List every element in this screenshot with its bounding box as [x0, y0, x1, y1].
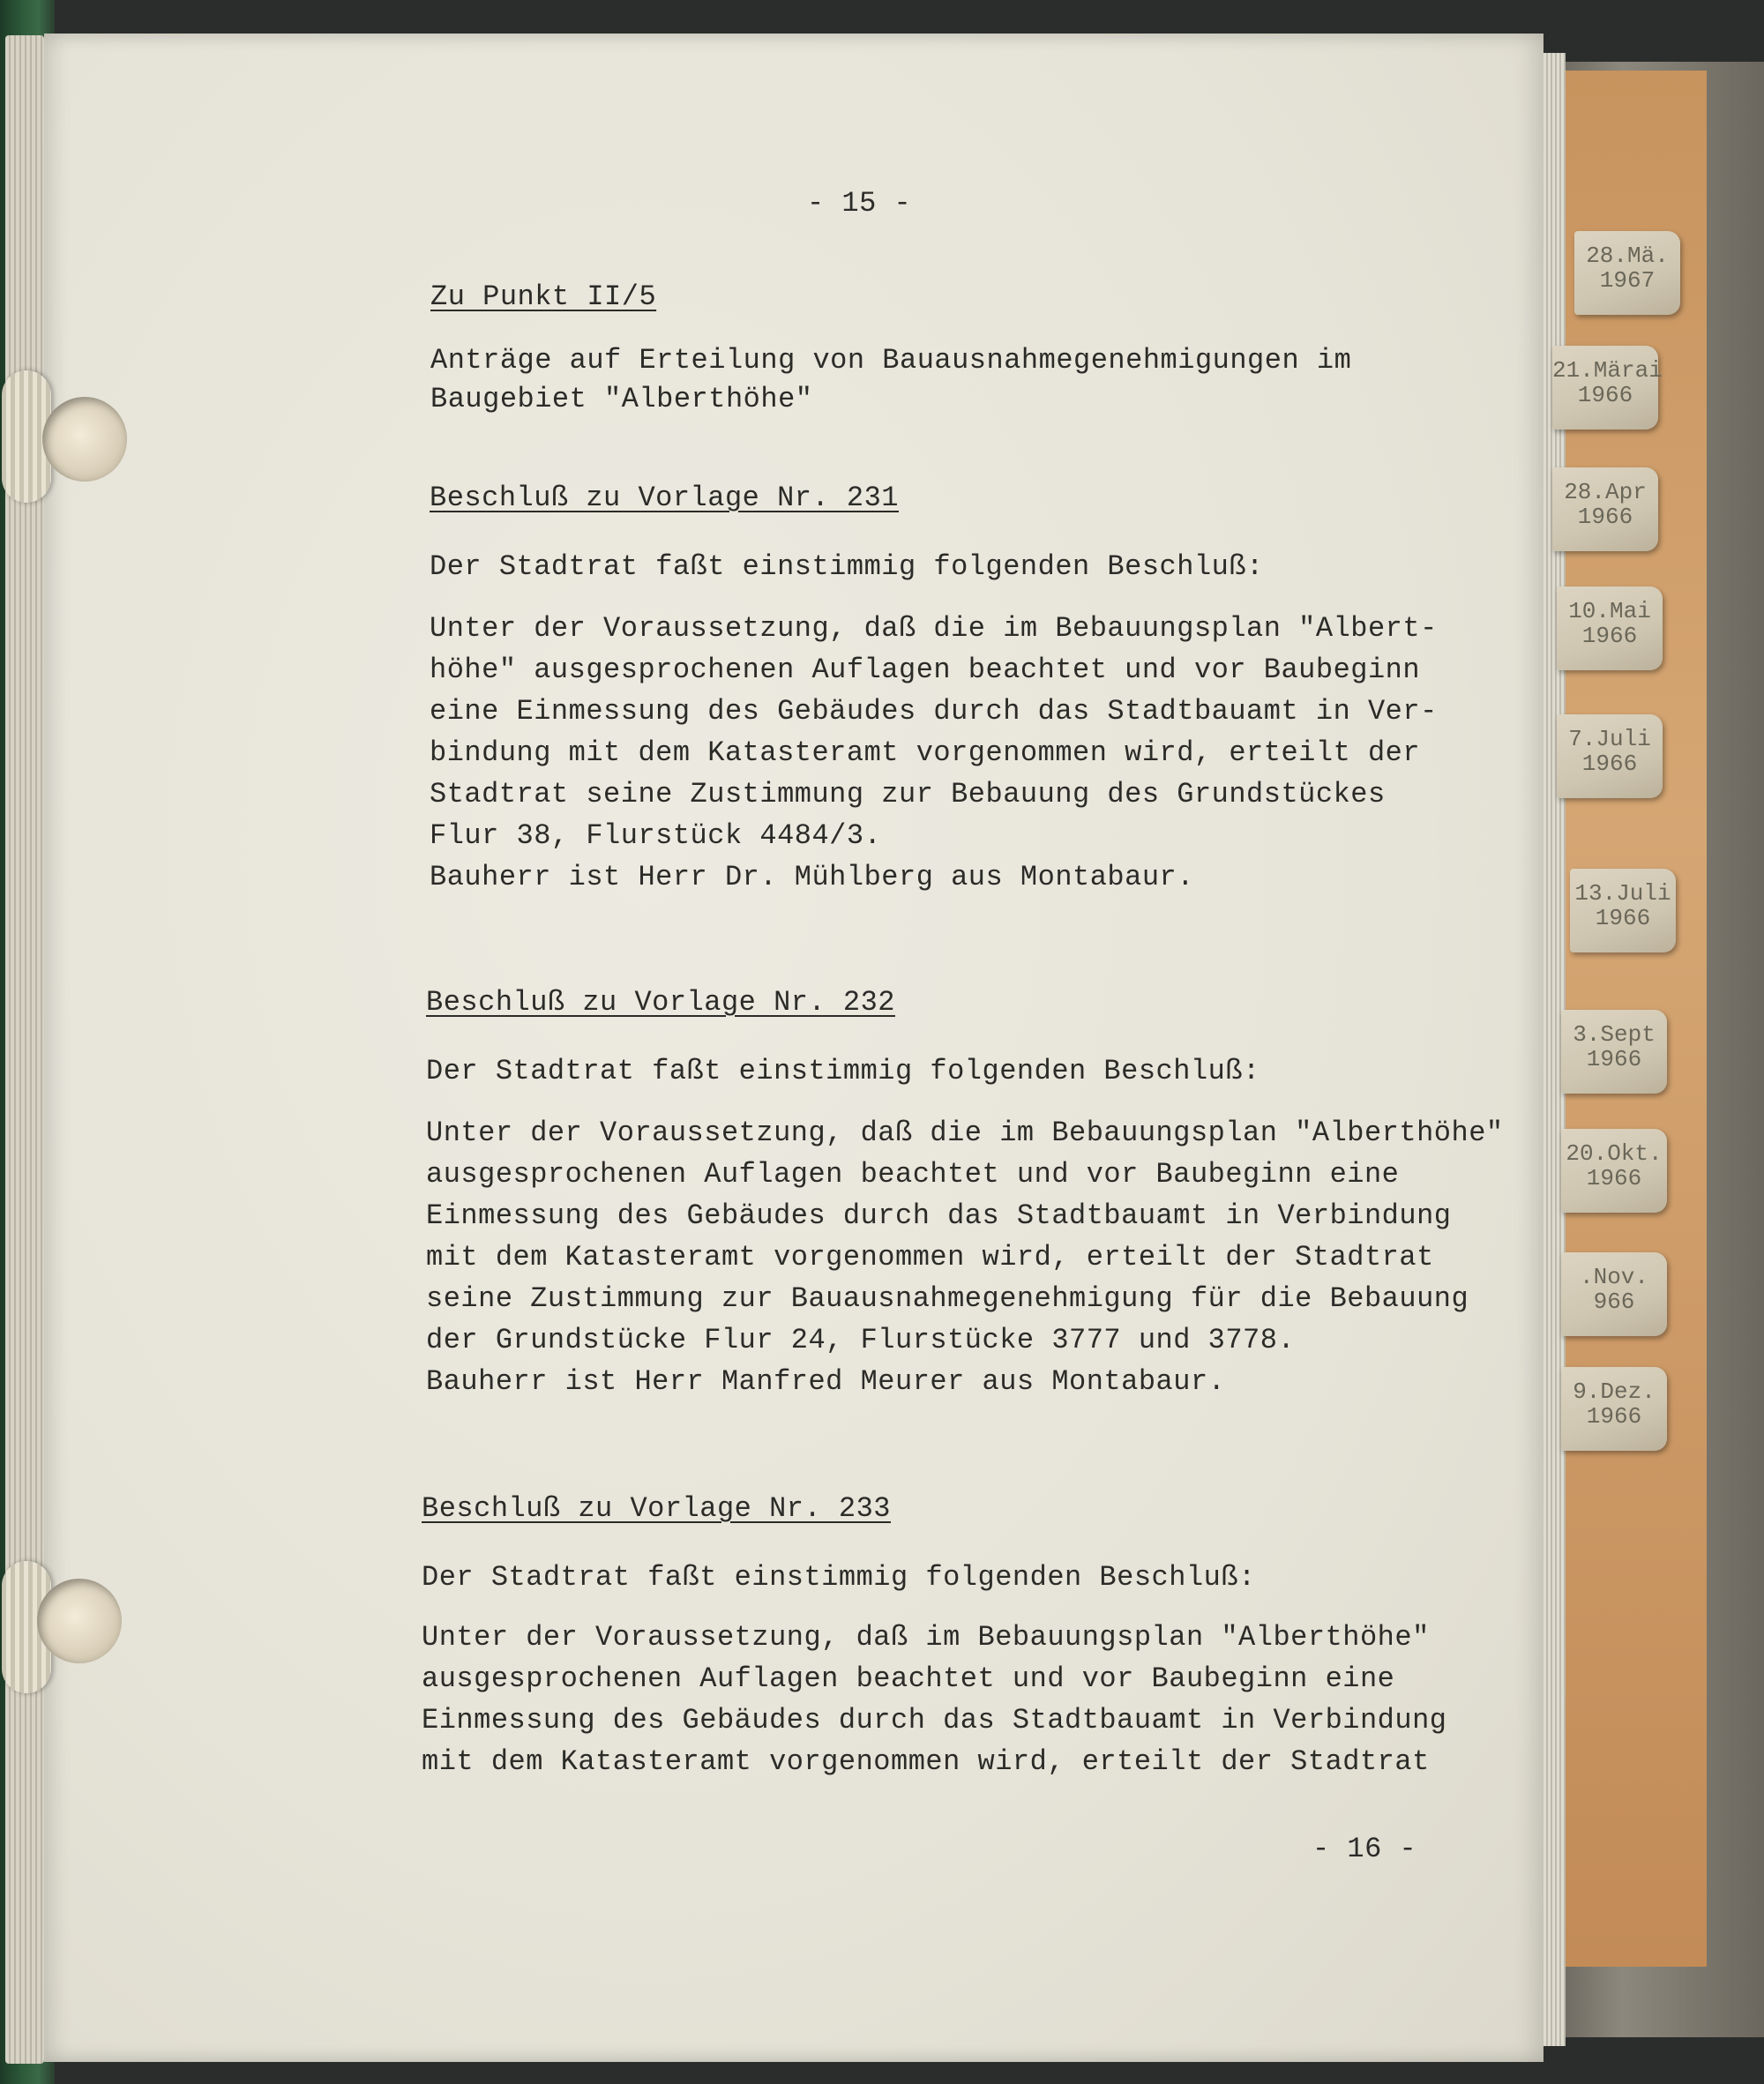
- punch-hole-top: [42, 397, 127, 482]
- tab-year: 1966: [1586, 1046, 1642, 1072]
- tab-year: 1966: [1586, 1403, 1642, 1430]
- resolution-line: Unter der Voraussetzung, daß die im Bebauungsplan "Alberthöhe": [426, 1117, 1504, 1149]
- tab-year: 1966: [1577, 504, 1633, 530]
- date-tab[interactable]: [1552, 346, 1663, 429]
- tab-label: 10.Mai: [1568, 598, 1651, 624]
- resolution-line: Bauherr ist Herr Dr. Mühlberg aus Montabaur.: [430, 861, 1194, 893]
- tab-label: 9.Dez.: [1573, 1378, 1656, 1405]
- tab-label: 28.Apr: [1564, 479, 1647, 505]
- page-stack-left: [5, 35, 44, 2064]
- resolution-line: ausgesprochenen Auflagen beachtet und vor Baubeginn eine: [426, 1158, 1400, 1191]
- tab-year: 1966: [1595, 905, 1651, 931]
- resolution-line: Unter der Voraussetzung, daß im Bebauungsplan "Alberthöhe": [422, 1621, 1430, 1654]
- resolution-intro: Der Stadtrat faßt einstimmig folgenden Beschluß:: [426, 1055, 1260, 1087]
- tab-year: 966: [1593, 1288, 1635, 1315]
- resolution-line: Stadtrat seine Zustimmung zur Bebauung des Grundstückes: [430, 778, 1386, 810]
- resolution-line: Einmessung des Gebäudes durch das Stadtbauamt in Verbindung: [426, 1199, 1452, 1232]
- tab-label: 21.Märai: [1552, 357, 1663, 384]
- tab-year: 1966: [1581, 751, 1638, 777]
- section-line: Baugebiet "Alberthöhe": [430, 383, 813, 415]
- resolution-line: mit dem Katasteramt vorgenommen wird, erteilt der Stadtrat: [426, 1241, 1434, 1274]
- resolution-line: Flur 38, Flurstück 4484/3.: [430, 819, 882, 852]
- resolution-heading-233: Beschluß zu Vorlage Nr. 233: [422, 1492, 891, 1525]
- date-tab[interactable]: [1557, 714, 1663, 798]
- resolution-line: Einmessung des Gebäudes durch das Stadtbauamt in Verbindung: [422, 1704, 1447, 1737]
- tab-label: 13.Juli: [1574, 880, 1671, 907]
- tab-year: 1966: [1581, 623, 1638, 649]
- date-tab[interactable]: [1557, 586, 1663, 670]
- tab-label: 3.Sept: [1573, 1021, 1656, 1048]
- resolution-line: höhe" ausgesprochenen Auflagen beachtet und vor Baubeginn: [430, 654, 1421, 686]
- resolution-heading-232: Beschluß zu Vorlage Nr. 232: [426, 986, 895, 1019]
- tab-year: 1966: [1586, 1165, 1642, 1191]
- resolution-line: ausgesprochenen Auflagen beachtet und vor Baubeginn eine: [422, 1662, 1395, 1695]
- punch-hole-bottom: [37, 1579, 122, 1663]
- section-line: Anträge auf Erteilung von Bauausnahmegenehmigungen im: [430, 344, 1352, 377]
- resolution-line: der Grundstücke Flur 24, Flurstücke 3777 und 3778.: [426, 1324, 1296, 1356]
- resolution-line: seine Zustimmung zur Bauausnahmegenehmigung für die Bebauung: [426, 1282, 1469, 1315]
- resolution-line: bindung mit dem Katasteramt vorgenommen wird, erteilt der: [430, 736, 1421, 769]
- resolution-intro: Der Stadtrat faßt einstimmig folgenden Beschluß:: [422, 1561, 1256, 1594]
- date-tab[interactable]: [1561, 1129, 1667, 1213]
- tab-year: 1967: [1599, 267, 1656, 294]
- date-tab[interactable]: [1570, 869, 1676, 952]
- resolution-heading-231: Beschluß zu Vorlage Nr. 231: [430, 482, 899, 514]
- bleed-through-text: [445, 313, 1398, 343]
- tab-label: .Nov.: [1579, 1264, 1648, 1290]
- resolution-intro: Der Stadtrat faßt einstimmig folgenden Beschluß:: [430, 550, 1264, 583]
- tab-label: 20.Okt.: [1566, 1140, 1663, 1167]
- tab-label: 28.Mä.: [1586, 243, 1669, 269]
- resolution-line: mit dem Katasteramt vorgenommen wird, erteilt der Stadtrat: [422, 1745, 1430, 1778]
- date-tab[interactable]: [1574, 231, 1680, 315]
- resolution-line: Unter der Voraussetzung, daß die im Bebauungsplan "Albert-: [430, 612, 1438, 645]
- resolution-line: Bauherr ist Herr Manfred Meurer aus Montabaur.: [426, 1365, 1226, 1398]
- tab-year: 1966: [1577, 382, 1633, 408]
- resolution-line: eine Einmessung des Gebäudes durch das Stadtbauamt in Ver-: [430, 695, 1438, 728]
- date-tab[interactable]: [1561, 1010, 1667, 1094]
- tab-label: 7.Juli: [1568, 726, 1651, 752]
- date-tab[interactable]: [1561, 1367, 1667, 1451]
- page-number-footer: - 16 -: [1312, 1833, 1417, 1865]
- page-number-header: - 15 -: [807, 187, 912, 220]
- date-tab[interactable]: [1561, 1252, 1667, 1336]
- date-tab[interactable]: [1552, 467, 1658, 551]
- section-heading: Zu Punkt II/5: [430, 280, 657, 313]
